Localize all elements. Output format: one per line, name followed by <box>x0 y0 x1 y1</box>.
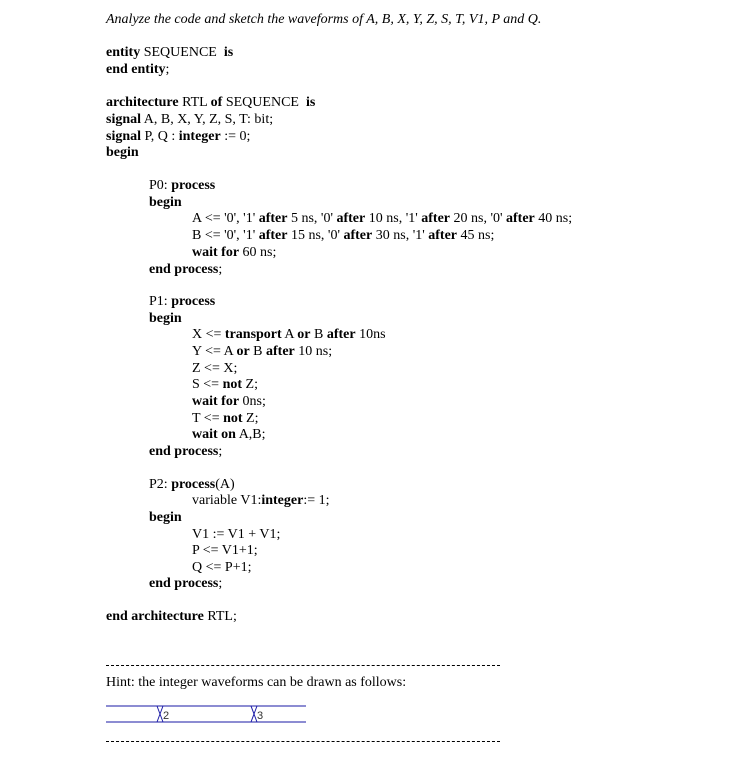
architecture-declaration: architecture RTL of SEQUENCE is <box>106 95 316 110</box>
hint-text: Hint: the integer waveforms can be drawn as follows: <box>106 675 407 690</box>
p1-assign-s: S <= not Z; <box>192 377 258 392</box>
p0-process-header: P0: process <box>149 178 216 193</box>
p1-wait-zero: wait for 0ns; <box>192 394 266 409</box>
p0-assign-a: A <= '0', '1' after 5 ns, '0' after 10 ns, '1' after 20 ns, '0' after 40 ns; <box>192 211 573 226</box>
p2-begin: begin <box>149 510 182 525</box>
p1-begin: begin <box>149 311 182 326</box>
p1-assign-z: Z <= X; <box>192 361 238 376</box>
architecture-begin: begin <box>106 145 139 160</box>
waveform-value-2: 2 <box>163 710 170 722</box>
p0-begin: begin <box>149 195 182 210</box>
p2-variable-declaration: variable V1:integer:= 1; <box>192 493 330 508</box>
p2-assign-q: Q <= P+1; <box>192 560 252 575</box>
waveform-value-3: 3 <box>257 710 264 722</box>
end-entity-line: end entity; <box>106 62 170 77</box>
p1-process-header: P1: process <box>149 294 216 309</box>
hint-top-divider <box>106 665 500 666</box>
hint-bottom-divider <box>106 741 500 742</box>
p1-wait-on: wait on A,B; <box>192 427 266 442</box>
p1-assign-y: Y <= A or B after 10 ns; <box>192 344 333 359</box>
p2-assign-p: P <= V1+1; <box>192 543 258 558</box>
p0-assign-b: B <= '0', '1' after 15 ns, '0' after 30 ns, '1' after 45 ns; <box>192 228 495 243</box>
signal-integers-line: signal P, Q : integer := 0; <box>106 129 251 144</box>
p0-wait: wait for 60 ns; <box>192 245 277 260</box>
p1-assign-x: X <= transport A or B after 10ns <box>192 327 386 342</box>
question-title: Analyze the code and sketch the waveforms of A, B, X, Y, Z, S, T, V1, P and Q. <box>106 12 542 27</box>
integer-waveform <box>106 703 308 725</box>
p2-process-header: P2: process(A) <box>149 477 235 492</box>
p2-assign-v1: V1 := V1 + V1; <box>192 527 281 542</box>
end-architecture-line: end architecture RTL; <box>106 609 237 624</box>
signal-bits-line: signal A, B, X, Y, Z, S, T: bit; <box>106 112 274 127</box>
entity-declaration: entity SEQUENCE is <box>106 45 234 60</box>
p1-assign-t: T <= not Z; <box>192 411 259 426</box>
p1-end-process: end process; <box>149 444 223 459</box>
p0-end-process: end process; <box>149 262 223 277</box>
p2-end-process: end process; <box>149 576 223 591</box>
